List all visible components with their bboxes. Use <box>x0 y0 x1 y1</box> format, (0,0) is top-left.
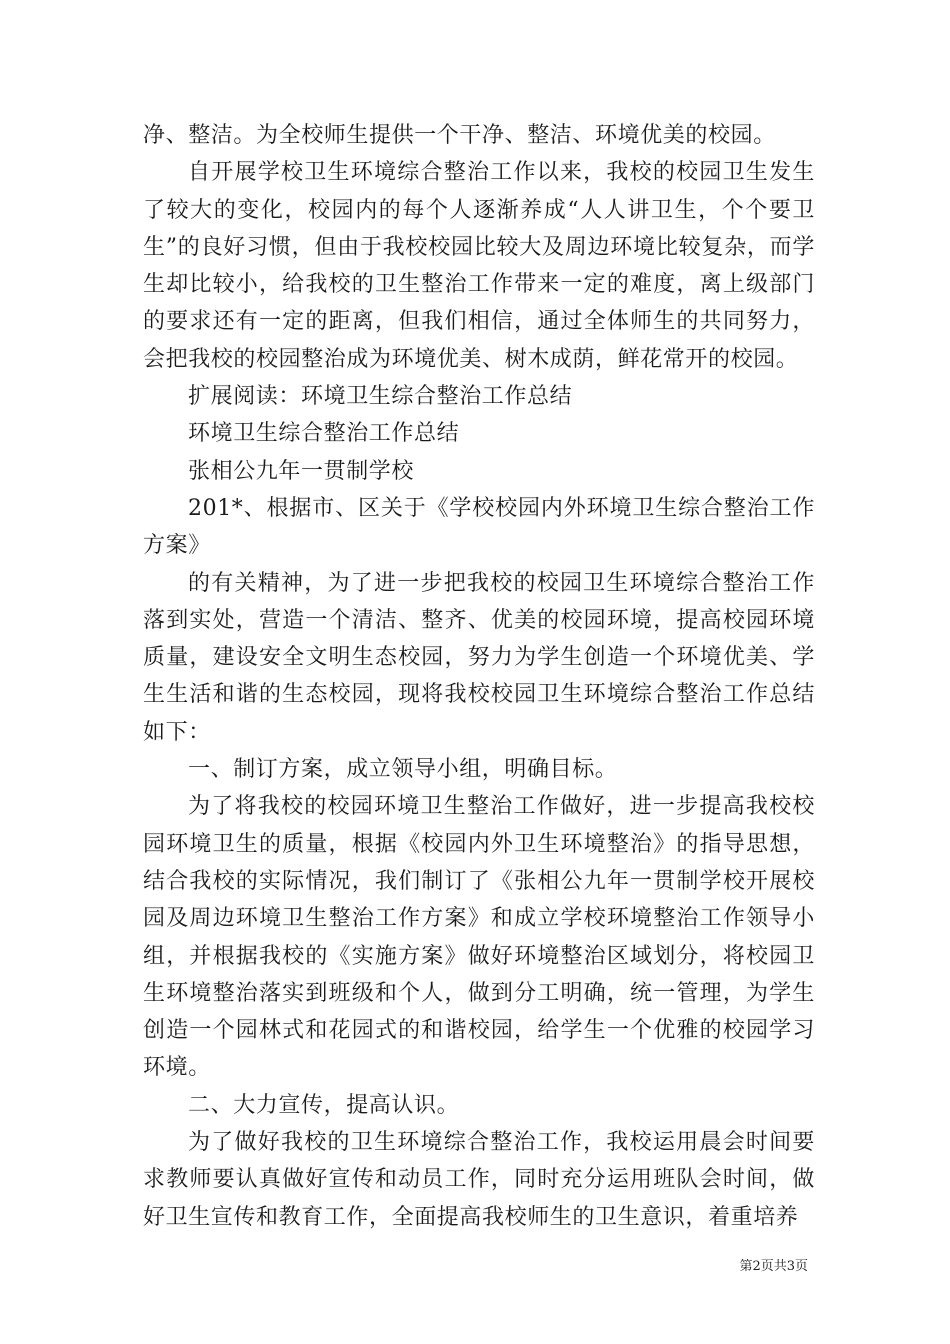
paragraph-7: 的有关精神，为了进一步把我校的校园卫生环境综合整治工作落到实处，营造一个清洁、整齐、优美的校园环境，提高校园环境质量，建设安全文明生态校园，努力为学生创造一个环境优美、学生生活和谐的生态校园，现将我校校园卫生环境综合整治工作总结如下： <box>143 570 815 745</box>
paragraph-2: 自开展学校卫生环境综合整治工作以来，我校的校园卫生发生了较大的变化，校园内的每个人逐渐养成“人人讲卫生，个个要卫生”的良好习惯，但由于我校校园比较大及周边环境比较复杂，而学生却比较小，给我校的卫生整治工作带来一定的难度，离上级部门的要求还有一定的距离，但我们相信，通过全体师生的共同努力，会把我校的校园整治成为环境优美、树木成荫，鲜花常开的校园。 <box>143 160 815 372</box>
paragraph-4: 环境卫生综合整治工作总结 <box>188 421 460 447</box>
section-heading-2: 二、大力宣传，提高认识。 <box>188 1092 460 1118</box>
paragraph-11: 为了做好我校的卫生环境综合整治工作，我校运用晨会时间要求教师要认真做好宣传和动员工作，同时充分运用班队会时间，做好卫生宣传和教育工作，全面提高我校师生的卫生意识，着重培养 <box>143 1130 815 1230</box>
paragraph-6: 201*、根据市、区关于《学校校园内外环境卫生综合整治工作方案》 <box>143 495 815 559</box>
page-number: 第2页共3页 <box>739 1259 808 1274</box>
document-body <box>143 117 815 1236</box>
paragraph-5: 张相公九年一贯制学校 <box>188 458 415 484</box>
paragraph-3: 扩展阅读：环境卫生综合整治工作总结 <box>188 384 573 410</box>
section-heading-1: 一、制订方案，成立领导小组，明确目标。 <box>188 757 618 783</box>
paragraph-9: 为了将我校的校园环境卫生整治工作做好，进一步提高我校校园环境卫生的质量，根据《校园内外卫生环境整治》的指导思想，结合我校的实际情况，我们制订了《张相公九年一贯制学校开展校园及周边环境卫生整治工作方案》和成立学校环境整治工作领导小组，并根据我校的《实施方案》做好环境整治区域划分，将校园卫生环境整治落实到班级和个人，做到分工明确，统一管理，为学生创造一个园林式和花园式的和谐校园，给学生一个优雅的校园学习环境。 <box>143 794 815 1081</box>
paragraph-1: 净、整洁。为全校师生提供一个干净、整洁、环境优美的校园。 <box>143 123 776 148</box>
